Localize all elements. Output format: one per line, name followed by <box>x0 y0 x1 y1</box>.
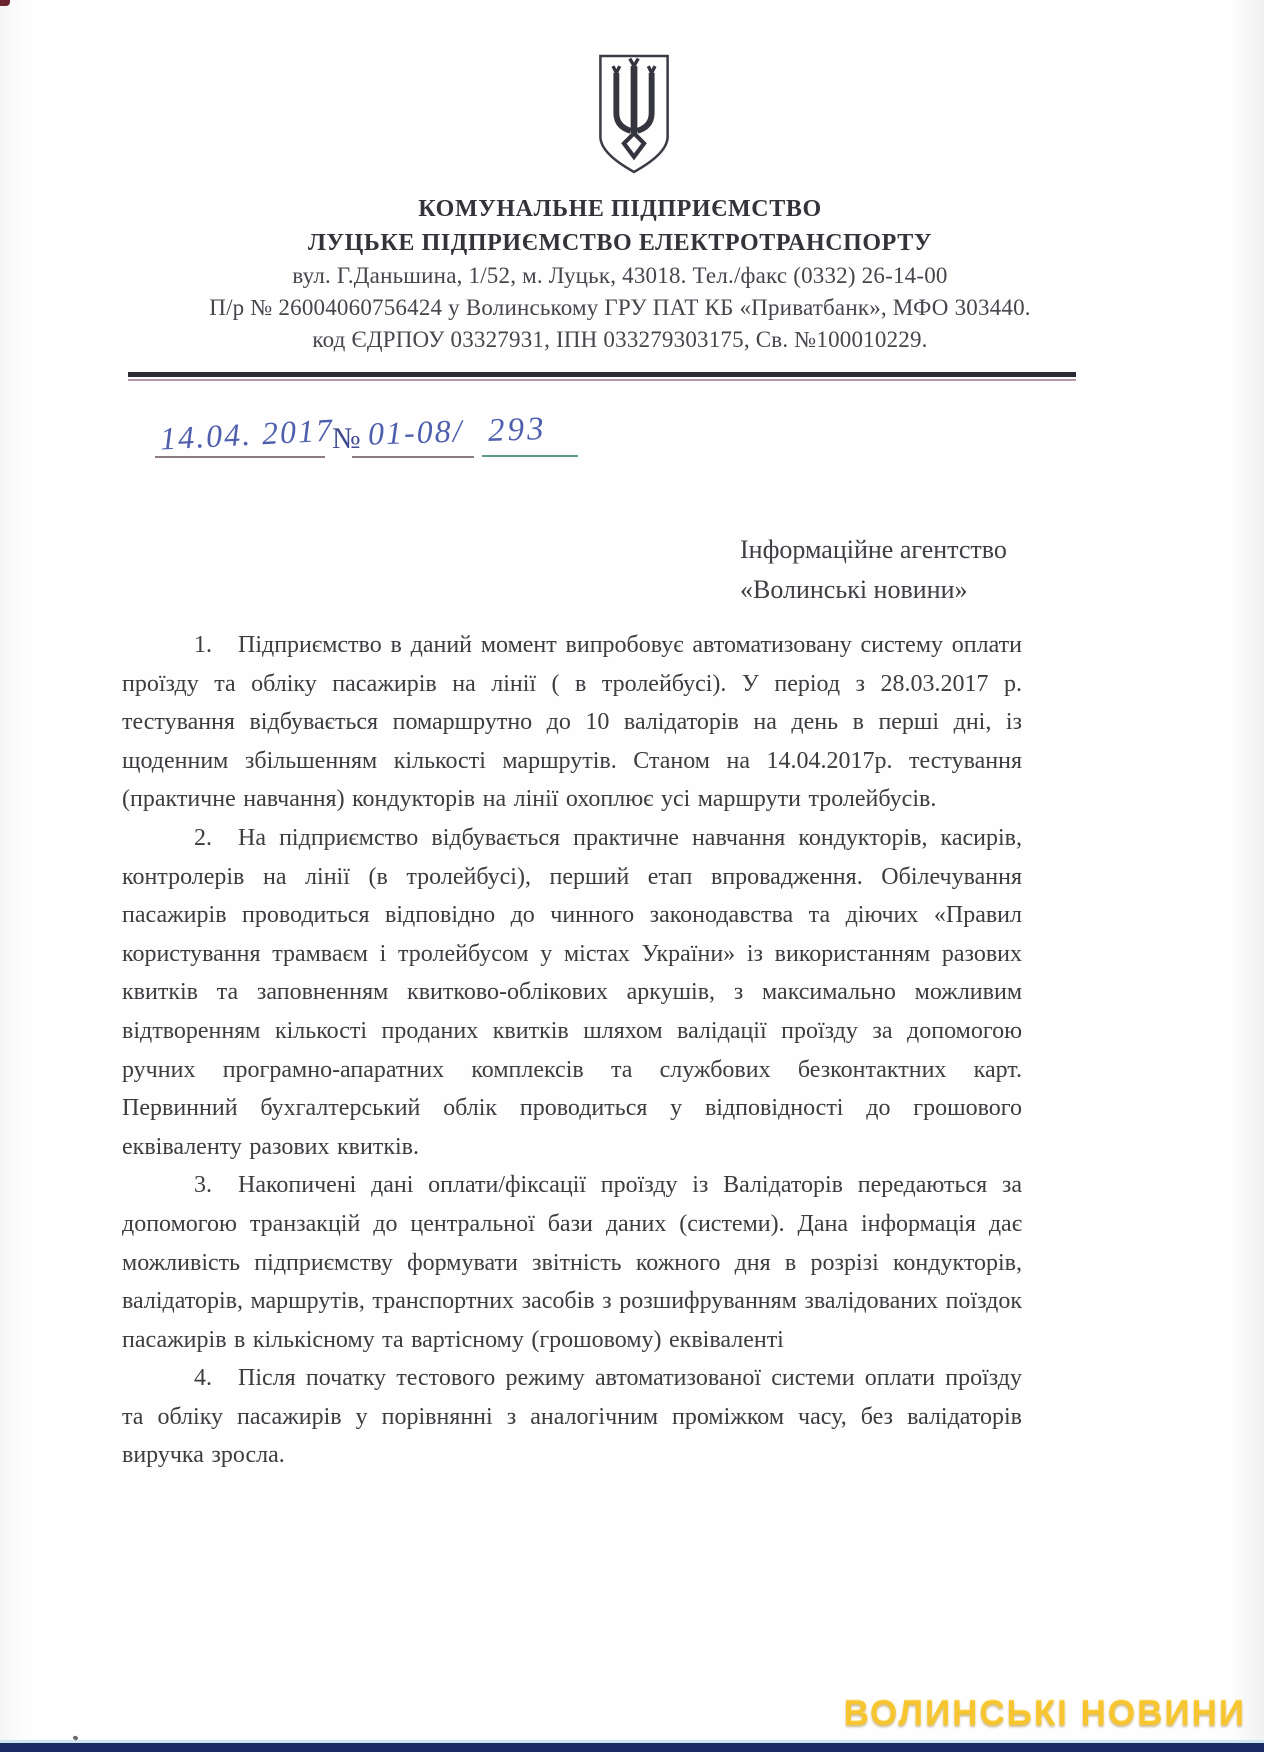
paragraph-2-number: 2. <box>194 824 212 851</box>
paragraph-1-number: 1. <box>194 632 212 658</box>
letterhead-address: вул. Г.Даньшина, 1/52, м. Луцьк, 43018. Тел./факс (0332) 26-14-00 <box>292 263 948 288</box>
scan-corner-artifact <box>0 0 10 6</box>
handwritten-number-index: 01-08/ <box>367 412 465 452</box>
paragraph-3 <box>122 1166 1022 1359</box>
date-underline <box>155 456 325 458</box>
paragraph-3-number: 3. <box>194 1172 212 1199</box>
organization-name-line2: ЛУЦЬКЕ ПІДПРИЄМСТВО ЕЛЕКТРОТРАНСПОРТУ <box>307 230 933 256</box>
number-underline-1 <box>352 456 474 458</box>
addressee-block <box>740 530 1007 610</box>
paragraph-1-text: Підприємство в даний момент випробовує автоматизовану систему оплати проїзду та обліку пасажирів на лінії ( в тролейбусі). У період з 28.03.2017 р. тестування відбувається помаршрутно до 10 валідаторів на день в перші дні, із щоденним збільшенням кількості маршрутів. Станом на 14.04.2017р. тестування (практичне навчання) кондукторів на лінії охоплює усі маршрути тролейбусів. <box>122 632 1022 813</box>
scan-bottom-navy-band <box>0 1743 1264 1752</box>
addressee-line2: «Волинські новини» <box>740 575 968 604</box>
paragraph-4-text: Після початку тестового режиму автоматизованої системи оплати проїзду та обліку пасажирів у порівнянні з аналогічним проміжком часу, без валідаторів виручка зросла. <box>122 1365 1022 1469</box>
paragraph-1 <box>122 626 1022 819</box>
handwritten-date: 14.04. 2017 <box>159 411 335 457</box>
letterhead-divider-rule <box>128 372 1076 381</box>
paragraph-4 <box>122 1359 1022 1475</box>
letter-body <box>122 626 1022 1475</box>
addressee-line1: Інформаційне агентство <box>740 535 1007 564</box>
paragraph-2-text: На підприємство відбувається практичне навчання кондукторів, касирів, контролерів на лінії (в тролейбусі), перший етап впровадження. Обілечування пасажирів проводиться відповідно до чинного законодавства та діючих «Правил користування трамваєм і тролейбусом у містах України» із використанням разових квитків та заповненням квитково-облікових аркушів, з максимально можливим відтворенням кількості проданих квитків шляхом валідації проїзду за допомогою ручних програмно-апаратних комплексів та службових безконтактних карт. Первинний бухгалтерський облік проводиться у відповідності до грошового еквіваленту разових квитків. <box>122 824 1022 1160</box>
letterhead <box>80 192 1160 356</box>
paragraph-2 <box>122 819 1022 1166</box>
letterhead-bank-account: П/р № 26004060756424 у Волинському ГРУ ПАТ КБ «Приватбанк», МФО 303440. <box>209 295 1031 320</box>
paragraph-4-number: 4. <box>194 1365 212 1392</box>
number-sign: № <box>332 422 361 455</box>
handwritten-number-serial: 293 <box>487 410 548 450</box>
ukraine-trident-emblem-icon <box>592 52 676 176</box>
paragraph-3-text: Накопичені дані оплати/фіксації проїзду із Валідаторів передаються за допомогою транзакцій до центральної бази даних (системи). Дана інформація дає можливість підприємству формувати звітність кожного дня в розрізі кондукторів, валідаторів, маршрутів, транспортних засобів з розшифруванням звалідованих поїздок пасажирів в кількісному та вартісному (грошовому) еквіваленті <box>122 1172 1022 1353</box>
volynski-novyny-watermark: ВОЛИНСЬКІ НОВИНИ <box>843 1694 1246 1733</box>
organization-name-line1: КОМУНАЛЬНЕ ПІДПРИЄМСТВО <box>418 196 822 222</box>
letterhead-registration-codes: код ЄДРПОУ 03327931, ІПН 033279303175, Св. №100010229. <box>312 327 928 352</box>
number-underline-2 <box>482 455 578 457</box>
